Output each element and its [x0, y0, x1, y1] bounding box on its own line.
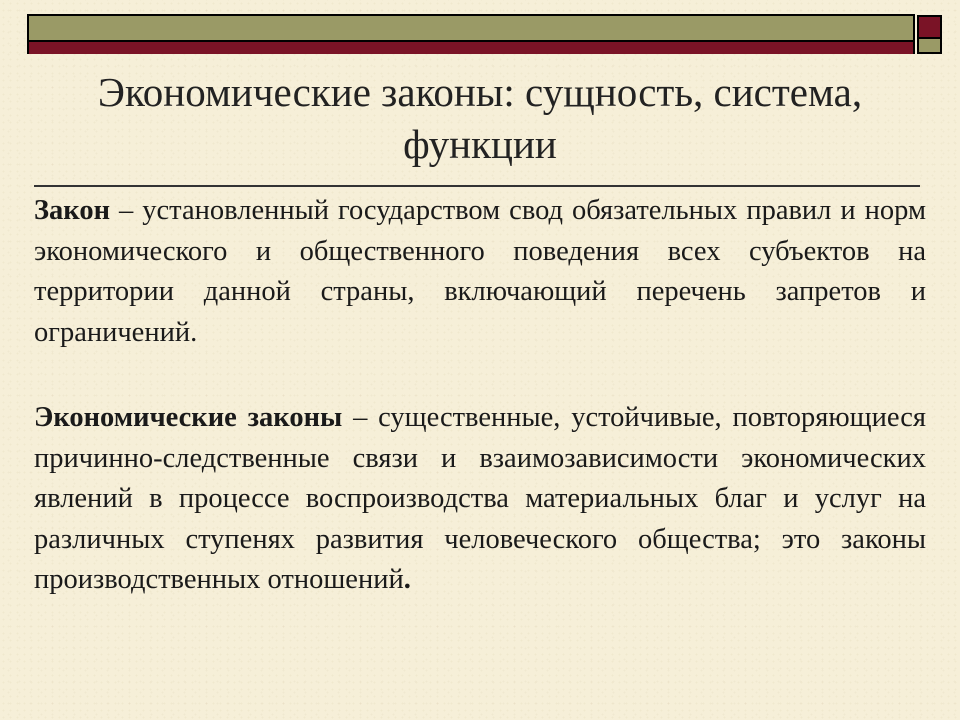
definition-economic-laws-dash: –	[342, 402, 379, 433]
definition-law-text: установленный государством свод обязательных правил и норм экономического и общественного поведения всех субъектов на территории данной страны, включающий перечень запретов и ограничений.	[34, 195, 927, 348]
definition-economic-laws-text: существенные, устойчивые, повторяющиеся причинно-следственные связи и взаимозависимости экономических явлений в процессе воспроизводства материальных благ и услуг на различных ступенях развития человеческого общества; это законы производственных отношений	[34, 402, 926, 595]
header-olive-stripe	[29, 16, 913, 42]
corner-maroon-square	[917, 15, 942, 39]
definition-law-dash: –	[110, 195, 143, 226]
header-decoration-bar	[27, 14, 915, 54]
definition-law	[34, 191, 926, 353]
corner-olive-square	[917, 39, 942, 54]
title-divider	[34, 185, 920, 187]
term-law: Закон	[34, 195, 111, 226]
definition-economic-laws	[34, 398, 926, 601]
definition-economic-laws-period: .	[403, 564, 411, 595]
header-maroon-stripe	[29, 42, 913, 54]
term-economic-laws: Экономические законы	[34, 402, 343, 433]
slide-title: Экономические законы: сущность, система, функции	[97, 69, 863, 167]
